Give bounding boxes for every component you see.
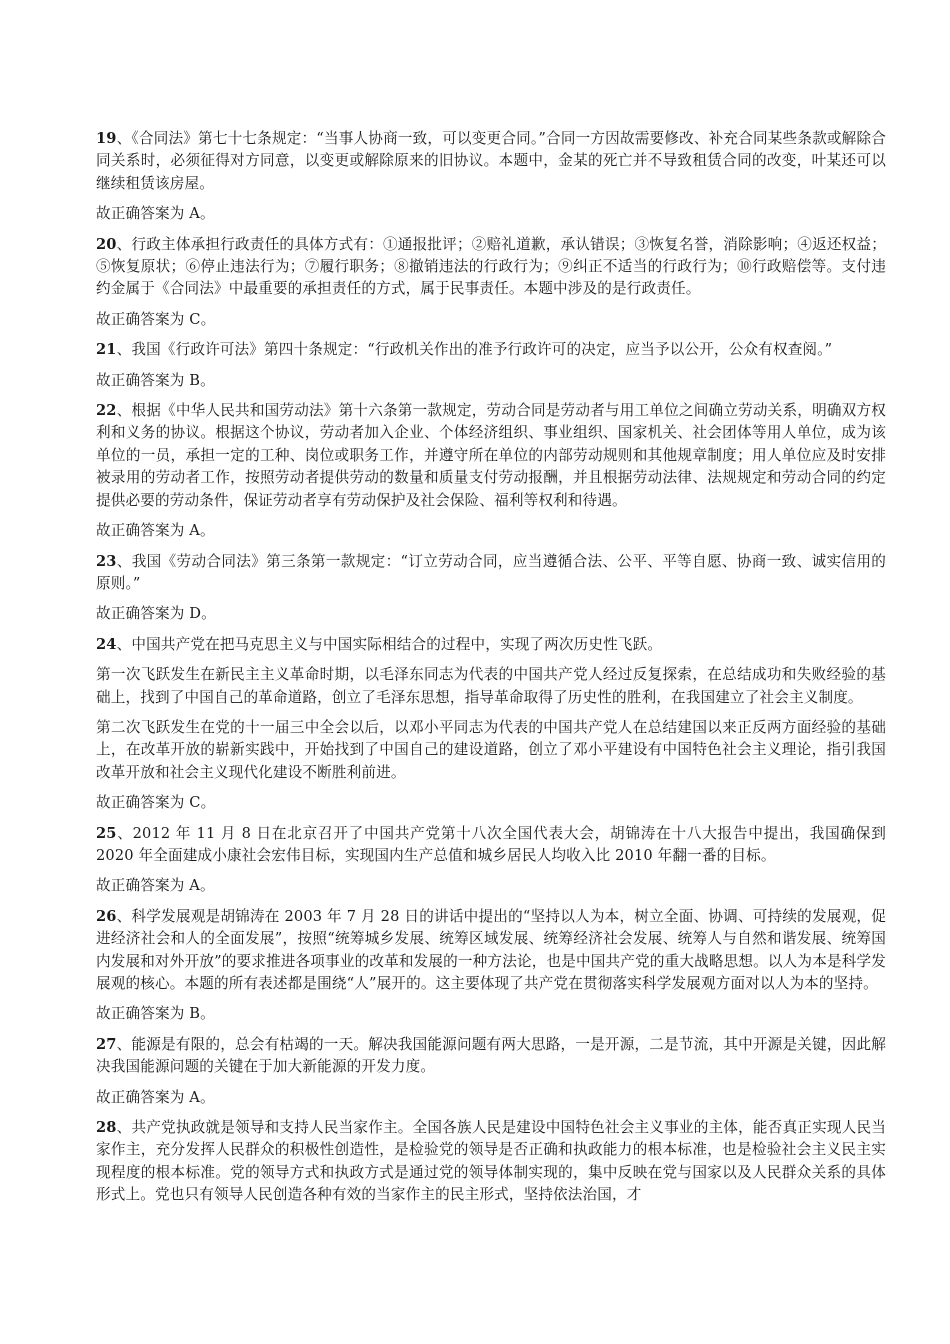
item-24 bbox=[96, 634, 886, 815]
item-text: 、我国《行政许可法》第四十条规定：“行政机关作出的准予行政许可的决定，应当予以公开，公众有权查阅。” bbox=[116, 341, 833, 359]
answer-line: 故正确答案为 D。 bbox=[96, 605, 216, 623]
item-23 bbox=[96, 551, 886, 626]
item-text: 、根据《中华人民共和国劳动法》第十六条第一款规定，劳动合同是劳动者与用工单位之间确立劳动关系，明确双方权利和义务的协议。根据这个协议，劳动者加入企业、个体经济组织、事业组织、国家机关、社会团体等用人单位，成为该单位的一员，承担一定的工种、岗位或职务工作，并遵守所在单位的内部劳动规则和其他规章制度；用人单位应及时安排被录用的劳动者工作，按照劳动者提供劳动的数量和质量支付劳动报酬，并且根据劳动法律、法规规定和劳动合同的约定提供必要的劳动条件，保证劳动者享有劳动保护及社会保险、福利等权利和待遇。 bbox=[96, 402, 886, 509]
item-paragraph bbox=[96, 339, 886, 361]
answer-line: 故正确答案为 C。 bbox=[96, 794, 216, 812]
item-number: 23 bbox=[96, 552, 117, 570]
item-number: 27 bbox=[96, 1035, 117, 1053]
item-26 bbox=[96, 906, 886, 1026]
answer-line: 故正确答案为 A。 bbox=[96, 522, 215, 540]
item-paragraph bbox=[96, 128, 886, 195]
item-19 bbox=[96, 128, 886, 226]
item-number: 28 bbox=[96, 1119, 117, 1137]
item-number: 26 bbox=[96, 907, 117, 925]
item-text: 、《合同法》第七十七条规定：“当事人协商一致，可以变更合同。”合同一方因故需要修改、补充合同某些条款或解除合同关系时，必须征得对方同意，以变更或解除原来的旧协议。本题中，金某的死亡并不导致租赁合同的改变，叶某还可以继续租赁该房屋。 bbox=[96, 130, 886, 192]
item-paragraph: 第一次飞跃发生在新民主主义革命时期，以毛泽东同志为代表的中国共产党人经过反复探索，在总结成功和失败经验的基础上，找到了中国自己的革命道路，创立了毛泽东思想，指导革命取得了历史性的胜利，在我国建立了社会主义制度。 bbox=[96, 666, 886, 706]
item-22 bbox=[96, 400, 886, 542]
item-paragraph bbox=[96, 234, 886, 301]
item-25 bbox=[96, 823, 886, 898]
item-paragraph: 第二次飞跃发生在党的十一届三中全会以后，以邓小平同志为代表的中国共产党人在总结建国以来正反两方面经验的基础上，在改革开放的崭新实践中，开始找到了中国自己的建设道路，创立了邓小平建设有中国特色社会主义理论，指引我国改革开放和社会主义现代化建设不断胜利前进。 bbox=[96, 718, 886, 781]
item-text: 、科学发展观是胡锦涛在 2003 年 7 月 28 日的讲话中提出的“坚持以人为本，树立全面、协调、可持续的发展观，促进经济社会和人的全面发展”，按照“统筹城乡发展、统筹区域发展、统筹经济社会发展、统筹人与自然和谐发展、统筹国内发展和对外开放”的要求推进各项事业的改革和发展的一种方法论，也是中国共产党的重大战略思想。以人为本是科学发展观的核心。本题的所有表述都是围绕“人”展开的。这主要体现了共产党在贯彻落实科学发展观方面对以人为本的坚持。 bbox=[96, 907, 886, 992]
item-28 bbox=[96, 1117, 886, 1207]
item-number: 25 bbox=[96, 824, 117, 842]
item-paragraph bbox=[96, 400, 886, 512]
item-27 bbox=[96, 1034, 886, 1109]
item-text: 、我国《劳动合同法》第三条第一款规定：“订立劳动合同，应当遵循合法、公平、平等自愿、协商一致、诚实信用的原则。” bbox=[96, 552, 886, 592]
item-text: 、行政主体承担行政责任的具体方式有：①通报批评；②赔礼道歉，承认错误；③恢复名誉，消除影响；④返还权益；⑤恢复原状；⑥停止违法行为；⑦履行职务；⑧撤销违法的行政行为；⑨纠正不适当的行政行为；⑩行政赔偿等。支付违约金属于《合同法》中最重要的承担责任的方式，属于民事责任。本题中涉及的是行政责任。 bbox=[96, 235, 886, 298]
item-paragraph bbox=[96, 906, 886, 996]
answer-line: 故正确答案为 B。 bbox=[96, 371, 215, 389]
item-text: 、中国共产党在把马克思主义与中国实际相结合的过程中，实现了两次历史性飞跃。 bbox=[116, 635, 663, 653]
item-21 bbox=[96, 339, 886, 392]
answer-line: 故正确答案为 A。 bbox=[96, 877, 215, 895]
item-number: 22 bbox=[96, 402, 117, 420]
item-number: 20 bbox=[96, 235, 117, 253]
document-page bbox=[96, 128, 886, 1215]
answer-line: 故正确答案为 B。 bbox=[96, 1005, 215, 1023]
answer-line: 故正确答案为 A。 bbox=[96, 1088, 215, 1106]
item-paragraph bbox=[96, 551, 886, 596]
item-paragraph bbox=[96, 823, 886, 868]
answer-line: 故正确答案为 C。 bbox=[96, 310, 216, 328]
item-paragraph bbox=[96, 1117, 886, 1207]
item-text: 、2012 年 11 月 8 日在北京召开了中国共产党第十八次全国代表大会，胡锦涛在十八大报告中提出，我国确保到 2020 年全面建成小康社会宏伟目标，实现国内生产总值和城乡居民人均收入比 2010 年翻一番的目标。 bbox=[96, 824, 886, 864]
item-number: 24 bbox=[96, 635, 117, 653]
item-paragraph bbox=[96, 634, 886, 656]
item-text: 、共产党执政就是领导和支持人民当家作主。全国各族人民是建设中国特色社会主义事业的主体，能否真正实现人民当家作主，充分发挥人民群众的积极性创造性，是检验党的领导是否正确和执政能力的根本标准，也是检验社会主义民主实现程度的根本标准。党的领导方式和执政方式是通过党的领导体制实现的，集中反映在党与国家以及人民群众关系的具体形式上。党也只有领导人民创造各种有效的当家作主的民主形式，坚持依法治国，才 bbox=[96, 1119, 886, 1204]
item-paragraph bbox=[96, 1034, 886, 1079]
item-number: 19 bbox=[96, 130, 117, 147]
item-number: 21 bbox=[96, 341, 117, 359]
item-20 bbox=[96, 234, 886, 332]
answer-line: 故正确答案为 A。 bbox=[96, 205, 215, 223]
item-text: 、能源是有限的，总会有枯竭的一天。解决我国能源问题有两大思路，一是开源，二是节流，其中开源是关键，因此解决我国能源问题的关键在于加大新能源的开发力度。 bbox=[96, 1035, 886, 1076]
